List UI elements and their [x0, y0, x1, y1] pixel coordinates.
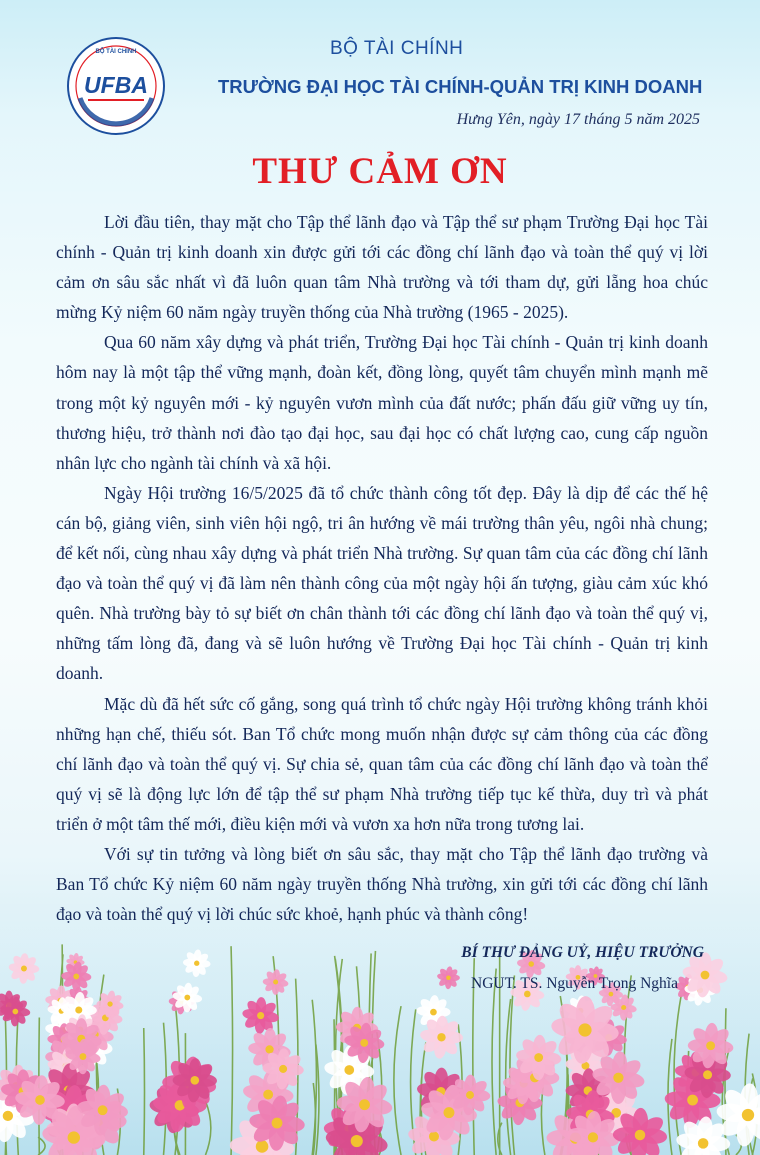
- paragraph: Qua 60 năm xây dựng và phát triển, Trường Đại học Tài chính - Quản trị kinh doanh hôm nay là một tập thể vững mạnh, đoàn kết, đồng lòng, quyết tâm chuyển mình mạnh mẽ trong một kỷ nguyên mới - kỷ nguyên vươn mình của đất nước; phấn đấu giữ vững uy tín, thương hiệu, trở thành nơi đào tạo đại học, sau đại học có chất lượng cao, cung cấp nguồn nhân lực cho ngành tài chính và xã hội.: [56, 332, 708, 473]
- signatory-role: BÍ THƯ ĐẢNG UỶ, HIỆU TRƯỞNG: [461, 944, 704, 961]
- logo-wordmark: UFBA: [84, 72, 148, 98]
- paragraph: Ngày Hội trường 16/5/2025 đã tổ chức thành công tốt đẹp. Đây là dịp để các thế hệ cán bộ, giảng viên, sinh viên hội ngộ, tri ân hướng về mái trường thân yêu, ngôi nhà chung; để kết nối, cùng nhau xây dựng và phát triển Nhà trường. Sự quan tâm của các đồng chí lãnh đạo và toàn thể quý vị đã làm nên thành công của một ngày hội ấn tượng, giàu cảm xúc khó quên. Nhà trường bày tỏ sự biết ơn chân thành tới các đồng chí lãnh đạo và toàn thể quý vị, những tấm lòng đã, đang và sẽ luôn hướng về Trường Đại học Tài chính - Quản trị kinh doanh.: [56, 482, 708, 684]
- signatory-name: NGUT. TS. Nguyễn Trọng Nghĩa: [471, 975, 678, 992]
- paragraph: Mặc dù đã hết sức cố gắng, song quá trình tổ chức ngày Hội trường không tránh khỏi những hạn chế, thiếu sót. Ban Tổ chức mong muốn nhận được sự cảm thông của các đồng chí lãnh đạo và toàn thể quý vị. Sự chia sẻ, quan tâm của các đồng chí lãnh đạo và toàn thể quý vị sẽ là động lực lớn để tập thể sư phạm Nhà trường tiếp tục kế thừa, duy trì và phát triển ở một tâm thế mới, điều kiện mới và vươn xa hơn nữa trong tương lai.: [56, 693, 708, 834]
- paragraph: Với sự tin tưởng và lòng biết ơn sâu sắc, thay mặt cho Tập thể lãnh đạo trường và Ban Tổ chức Kỷ niệm 60 năm ngày truyền thống Nhà trường, xin gửi tới các đồng chí lãnh đạo và toàn thể quý vị lời chúc sức khoẻ, hạnh phúc và thành công!: [56, 843, 708, 925]
- paragraph: Lời đầu tiên, thay mặt cho Tập thể lãnh đạo và Tập thể sư phạm Trường Đại học Tài chính - Quản trị kinh doanh xin được gửi tới các đồng chí lãnh đạo và toàn thể quý vị lời cảm ơn sâu sắc nhất vì đã luôn quan tâm Nhà trường và tới tham dự, gửi lẵng hoa chúc mừng Kỷ niệm 60 năm ngày truyền thống của Nhà trường (1965 - 2025).: [56, 212, 708, 323]
- letter-body: [56, 207, 708, 929]
- university-logo: [66, 36, 166, 136]
- letter-title: THƯ CẢM ƠN: [252, 151, 508, 192]
- logo-ring-text: BỘ TÀI CHÍNH: [95, 49, 137, 55]
- university-name: TRƯỜNG ĐẠI HỌC TÀI CHÍNH-QUẢN TRỊ KINH DOANH: [218, 76, 703, 97]
- letter-date: Hưng Yên, ngày 17 tháng 5 năm 2025: [456, 111, 700, 128]
- ministry-name: BỘ TÀI CHÍNH: [330, 38, 464, 59]
